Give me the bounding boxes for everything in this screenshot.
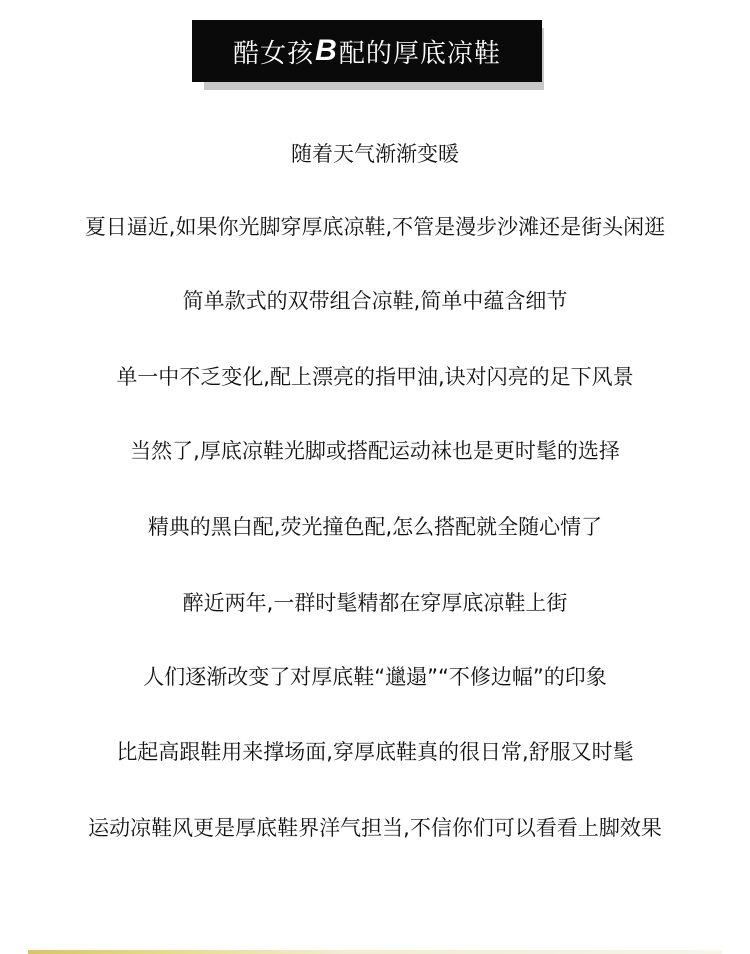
title-accent-letter: B: [315, 34, 338, 67]
text-line-4: 单一中不乏变化,配上漂亮的指甲油,诀对闪亮的足下风景: [116, 365, 634, 389]
text-line-2: 夏日逼近,如果你光脚穿厚底凉鞋,不管是漫步沙滩还是街头闲逛: [84, 215, 666, 239]
text-line-1: 随着天气渐渐变暖: [291, 142, 459, 166]
title-text-start: 酷女孩: [233, 38, 315, 69]
text-line-6: 精典的黑白配,荧光撞色配,怎么搭配就全随心情了: [147, 515, 603, 539]
page-title: [192, 20, 542, 82]
title-banner: [192, 20, 542, 82]
text-line-7: 醉近两年,一群时髦精都在穿厚底凉鞋上街: [182, 591, 568, 615]
bottom-divider: [28, 950, 722, 954]
text-line-8: 人们逐渐改变了对厚底鞋“邋遢”“不修边幅”的印象: [143, 665, 607, 689]
title-text-end: 配的厚底凉鞋: [338, 38, 501, 69]
text-line-3: 简单款式的双带组合凉鞋,简单中蕴含细节: [182, 289, 568, 313]
text-line-5: 当然了,厚底凉鞋光脚或搭配运动袜也是更时髦的选择: [130, 439, 620, 463]
text-line-10: 运动凉鞋风更是厚底鞋界洋气担当,不信你们可以看看上脚效果: [88, 816, 662, 840]
text-line-9: 比起高跟鞋用来撑场面,穿厚底鞋真的很日常,舒服又时髦: [116, 740, 634, 764]
